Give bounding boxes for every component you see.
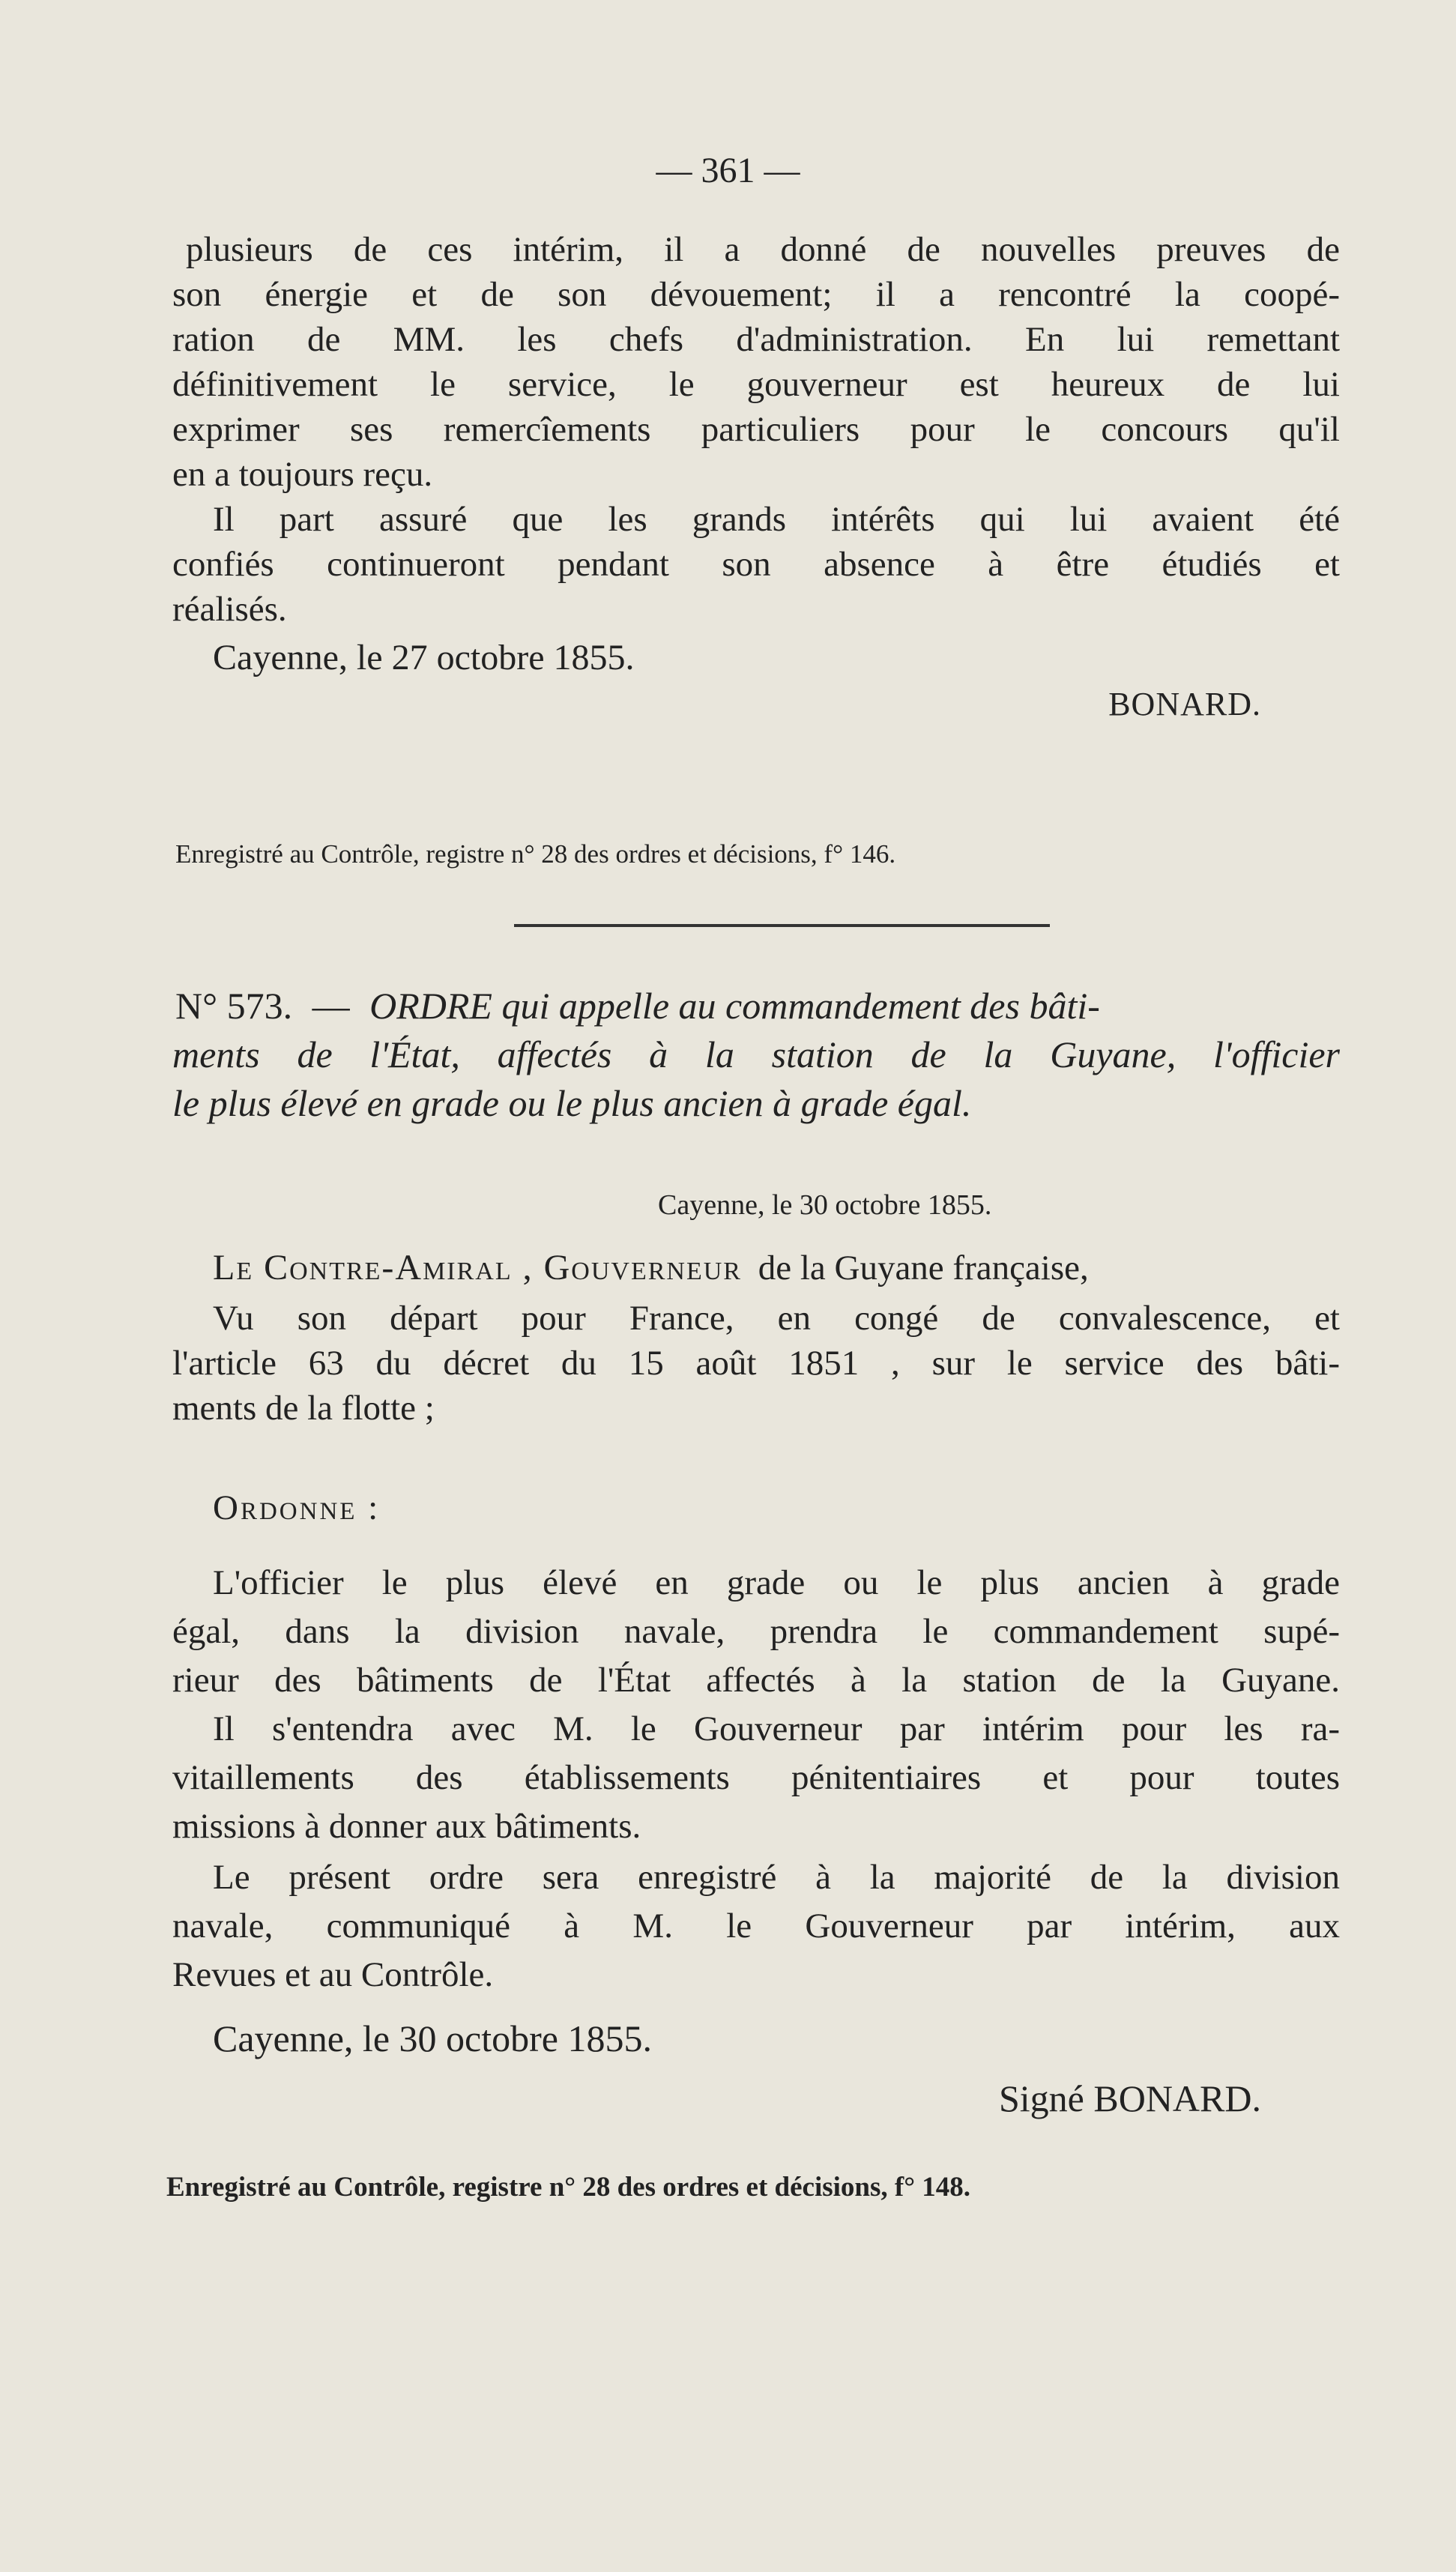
- text-line: vitaillements des établissements pénitentiaires et pour toutes: [172, 1758, 1340, 1797]
- text-line: Il s'entendra avec M. le Gouverneur par intérim pour les ra-: [213, 1709, 1340, 1748]
- text-line: confiés continueront pendant son absence à être étudiés et: [172, 545, 1340, 584]
- text-line: Le présent ordre sera enregistré à la majorité de la division: [213, 1858, 1340, 1897]
- issuer-place: de la Guyane française,: [758, 1249, 1089, 1287]
- text-line: missions à donner aux bâtiments.: [172, 1807, 641, 1846]
- section-divider: [514, 924, 1050, 927]
- order-title-line-2: ments de l'État, affectés à la station de la Guyane, l'officier: [172, 1033, 1340, 1075]
- text-line: rieur des bâtiments de l'État affectés à la station de la Guyane.: [172, 1661, 1340, 1700]
- closing-register-note: Enregistré au Contrôle, registre n° 28 des ordres et décisions, f° 148.: [166, 2172, 971, 2203]
- dateline: Cayenne, le 27 octobre 1855.: [213, 638, 635, 677]
- text-line: l'article 63 du décret du 15 août 1851 , sur le service des bâti-: [172, 1344, 1340, 1383]
- signature: BONARD.: [1108, 686, 1261, 722]
- issuer-line: [213, 1246, 1089, 1290]
- text-line: son énergie et de son dévouement; il a rencontré la coopé-: [172, 275, 1340, 314]
- text-line: L'officier le plus élevé en grade ou le plus ancien à grade: [213, 1563, 1340, 1602]
- text-line: définitivement le service, le gouverneur est heureux de lui: [172, 365, 1340, 404]
- order-dash: —: [312, 985, 350, 1027]
- issuer-title: Le Contre-Amiral , Gouverneur: [213, 1248, 742, 1287]
- ordonne-heading: Ordonne :: [213, 1488, 381, 1527]
- text-line: Vu son départ pour France, en congé de convalescence, et: [213, 1299, 1340, 1338]
- text-line: ments de la flotte ;: [172, 1389, 435, 1428]
- text-line: ration de MM. les chefs d'administration. En lui remettant: [172, 320, 1340, 359]
- text-line: navale, communiqué à M. le Gouverneur par intérim, aux: [172, 1907, 1340, 1945]
- closing-dateline: Cayenne, le 30 octobre 1855.: [213, 2017, 652, 2059]
- text-line: égal, dans la division navale, prendra le commandement supé-: [172, 1612, 1340, 1651]
- text-line: Il part assuré que les grands intérêts qui lui avaient été: [213, 500, 1340, 539]
- order-number: N° 573.: [175, 985, 293, 1027]
- register-note: Enregistré au Contrôle, registre n° 28 des ordres et décisions, f° 146.: [175, 839, 896, 869]
- closing-signature: Signé BONARD.: [998, 2077, 1261, 2119]
- page-number: — 361 —: [656, 151, 800, 190]
- order-title-line-3: le plus élevé en grade ou le plus ancien à grade égal.: [172, 1082, 972, 1124]
- text-line: Revues et au Contrôle.: [172, 1955, 494, 1994]
- order-title-part-1: ORDRE qui appelle au commandement des bâti-: [369, 985, 1100, 1027]
- text-line: exprimer ses remercîements particuliers pour le concours qu'il: [172, 410, 1340, 449]
- text-line: en a toujours reçu.: [172, 455, 433, 494]
- order-dateline: Cayenne, le 30 octobre 1855.: [658, 1189, 992, 1221]
- text-line: réalisés.: [172, 590, 287, 629]
- text-line: plusieurs de ces intérim, il a donné de nouvelles preuves de: [186, 230, 1340, 269]
- order-heading-line-1: [175, 983, 1100, 1028]
